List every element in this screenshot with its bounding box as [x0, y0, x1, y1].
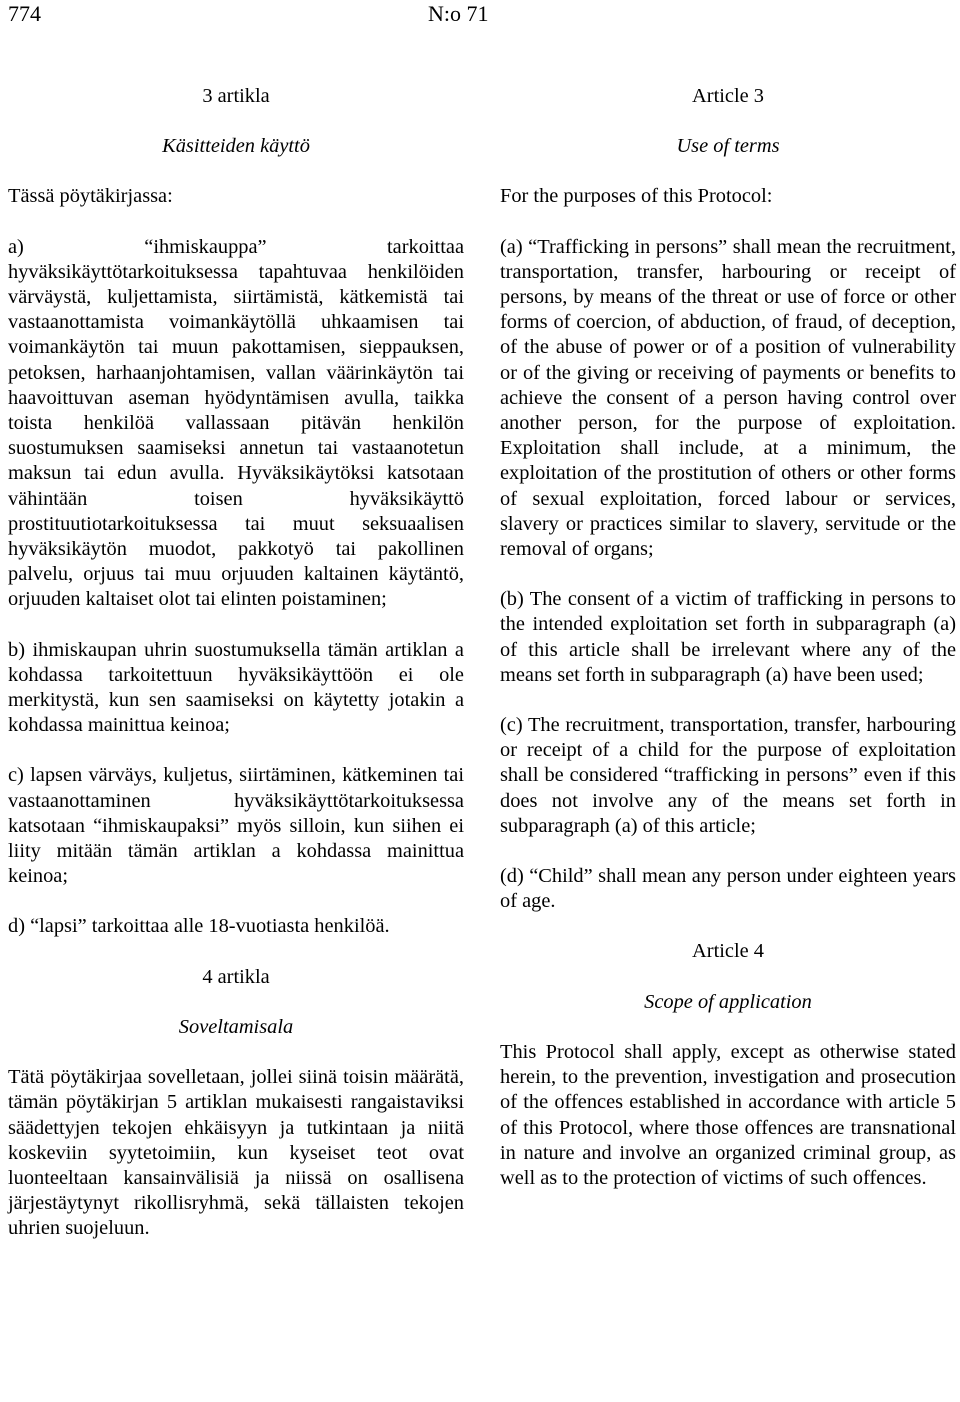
fi-article-4-title: Soveltamisala — [178, 1015, 294, 1038]
en-article-3-para-d: (d) “Child” shall mean any person under eighteen years of age. — [500, 865, 956, 913]
fi-article-3-heading: 3 artikla — [202, 85, 270, 107]
fi-article-3-para-b: b) ihmiskaupan uhrin suostumuksella tämän artiklan a kohdassa tarkoitettuun hyväksikäyttöön ei ole merkitystä, kun sen saamiseksi on käytetty jotakin a kohdassa mainittua keinoa; — [8, 638, 464, 737]
finnish-column — [8, 84, 464, 1242]
fi-article-4-text: Tätä pöytäkirjaa sovelletaan, jollei siinä toisin määrätä, tämän pöytäkirjan 5 artiklan mukaisesti rangaistaviksi säädettyjen tekojen ehkäisyyn ja tutkintaan ja niitä koskeviin syytetoimiin, kun kyseiset teot ovat luonteeltaan kansainvälisiä ja niissä on osallisena järjestäytynyt rikollisryhmä, sekä tällaisten tekojen uhrien suojeluun. — [8, 1066, 464, 1240]
fi-article-4-heading: 4 artikla — [202, 965, 270, 988]
fi-article-3-para-a: a) “ihmiskauppa” tarkoittaa hyväksikäyttötarkoituksessa tapahtuvaa henkilöiden värväystä, kuljettamista, siirtämistä, kätkemistä tai vastaanottamista voimankäytöllä uhkaamisen tai voimankäytön tai muun pakottamisen, sieppauksen, petoksen, harhaanjohtamisen, vallan väärinkäytön tai haavoittuvan aseman hyödyntämisen avulla, taikka toista henkilöä vallassaan pitävän henkilön suostumuksen saamiseksi annetun tai vastaanotetun maksun tai edun avulla. Hyväksikäytöksi katsotaan vähintään toisen hyväksikäyttö prostituutiotarkoituksessa tai muut seksuaalisen hyväksikäytön muodot, pakkotyö tai pakollinen palvelu, orjuus tai muu orjuuden kaltainen käytäntö, orjuuden kaltaiset olot tai elinten poistaminen; — [8, 235, 464, 611]
en-article-3-para-c: (c) The recruitment, transportation, transfer, harbouring or receipt of a child for the purpose of exploitation shall be considered “trafficking in persons” even if this does not involve any of the means set forth in subparagraph (a) of this article; — [500, 714, 956, 837]
en-article-3-intro: For the purposes of this Protocol: — [500, 185, 773, 208]
english-column — [500, 84, 956, 1191]
fi-article-3-para-c: c) lapsen värväys, kuljetus, siirtäminen, kätkeminen tai vastaanottaminen hyväksikäyttötarkoituksessa katsotaan “ihmiskaupaksi” myös silloin, kun siihen ei liity mitään tämän artiklan a kohdassa mainittua keinoa; — [8, 764, 464, 888]
fi-article-3-intro: Tässä pöytäkirjassa: — [8, 185, 173, 208]
en-article-4-heading: Article 4 — [692, 940, 764, 963]
en-article-3-para-b: (b) The consent of a victim of trafficking in persons to the intended exploitation set forth in subparagraph (a) of this article shall be irrelevant where any of the means set forth in subparagraph (a) have been used; — [500, 588, 956, 686]
en-article-3-para-a: (a) “Trafficking in persons” shall mean the recruitment, transportation, transfer, harbouring or receipt of persons, by means of the threat or use of force or other forms of coercion, of abduction, of fraud, of deception, of the abuse of power or of a position of vulnerability or of the giving or receiving of payments or benefits to achieve the consent of a person having control over another person, for the purpose of exploitation. Exploitation shall include, at a minimum, the exploitation of the prostitution of others or other forms of sexual exploitation, forced labour or services, slavery or practices similar to slavery, servitude or the removal of organs; — [500, 235, 956, 561]
en-article-3-heading: Article 3 — [692, 85, 764, 107]
issue-number: N:o 71 — [428, 1, 489, 26]
en-article-4-title: Scope of application — [644, 990, 812, 1013]
fi-article-3-title: Käsitteiden käyttö — [162, 135, 310, 158]
en-article-4-text: This Protocol shall apply, except as otherwise stated herein, to the prevention, investigation and prosecution of the offences established in accordance with article 5 of this Protocol, where those offences are transnational in nature and involve an organized criminal group, as well as to the protection of victims of such offences. — [500, 1040, 956, 1189]
en-article-3-title: Use of terms — [676, 135, 780, 158]
page-number: 774 — [8, 1, 41, 26]
fi-article-3-para-d: d) “lapsi” tarkoittaa alle 18-vuotiasta henkilöä. — [8, 915, 390, 938]
